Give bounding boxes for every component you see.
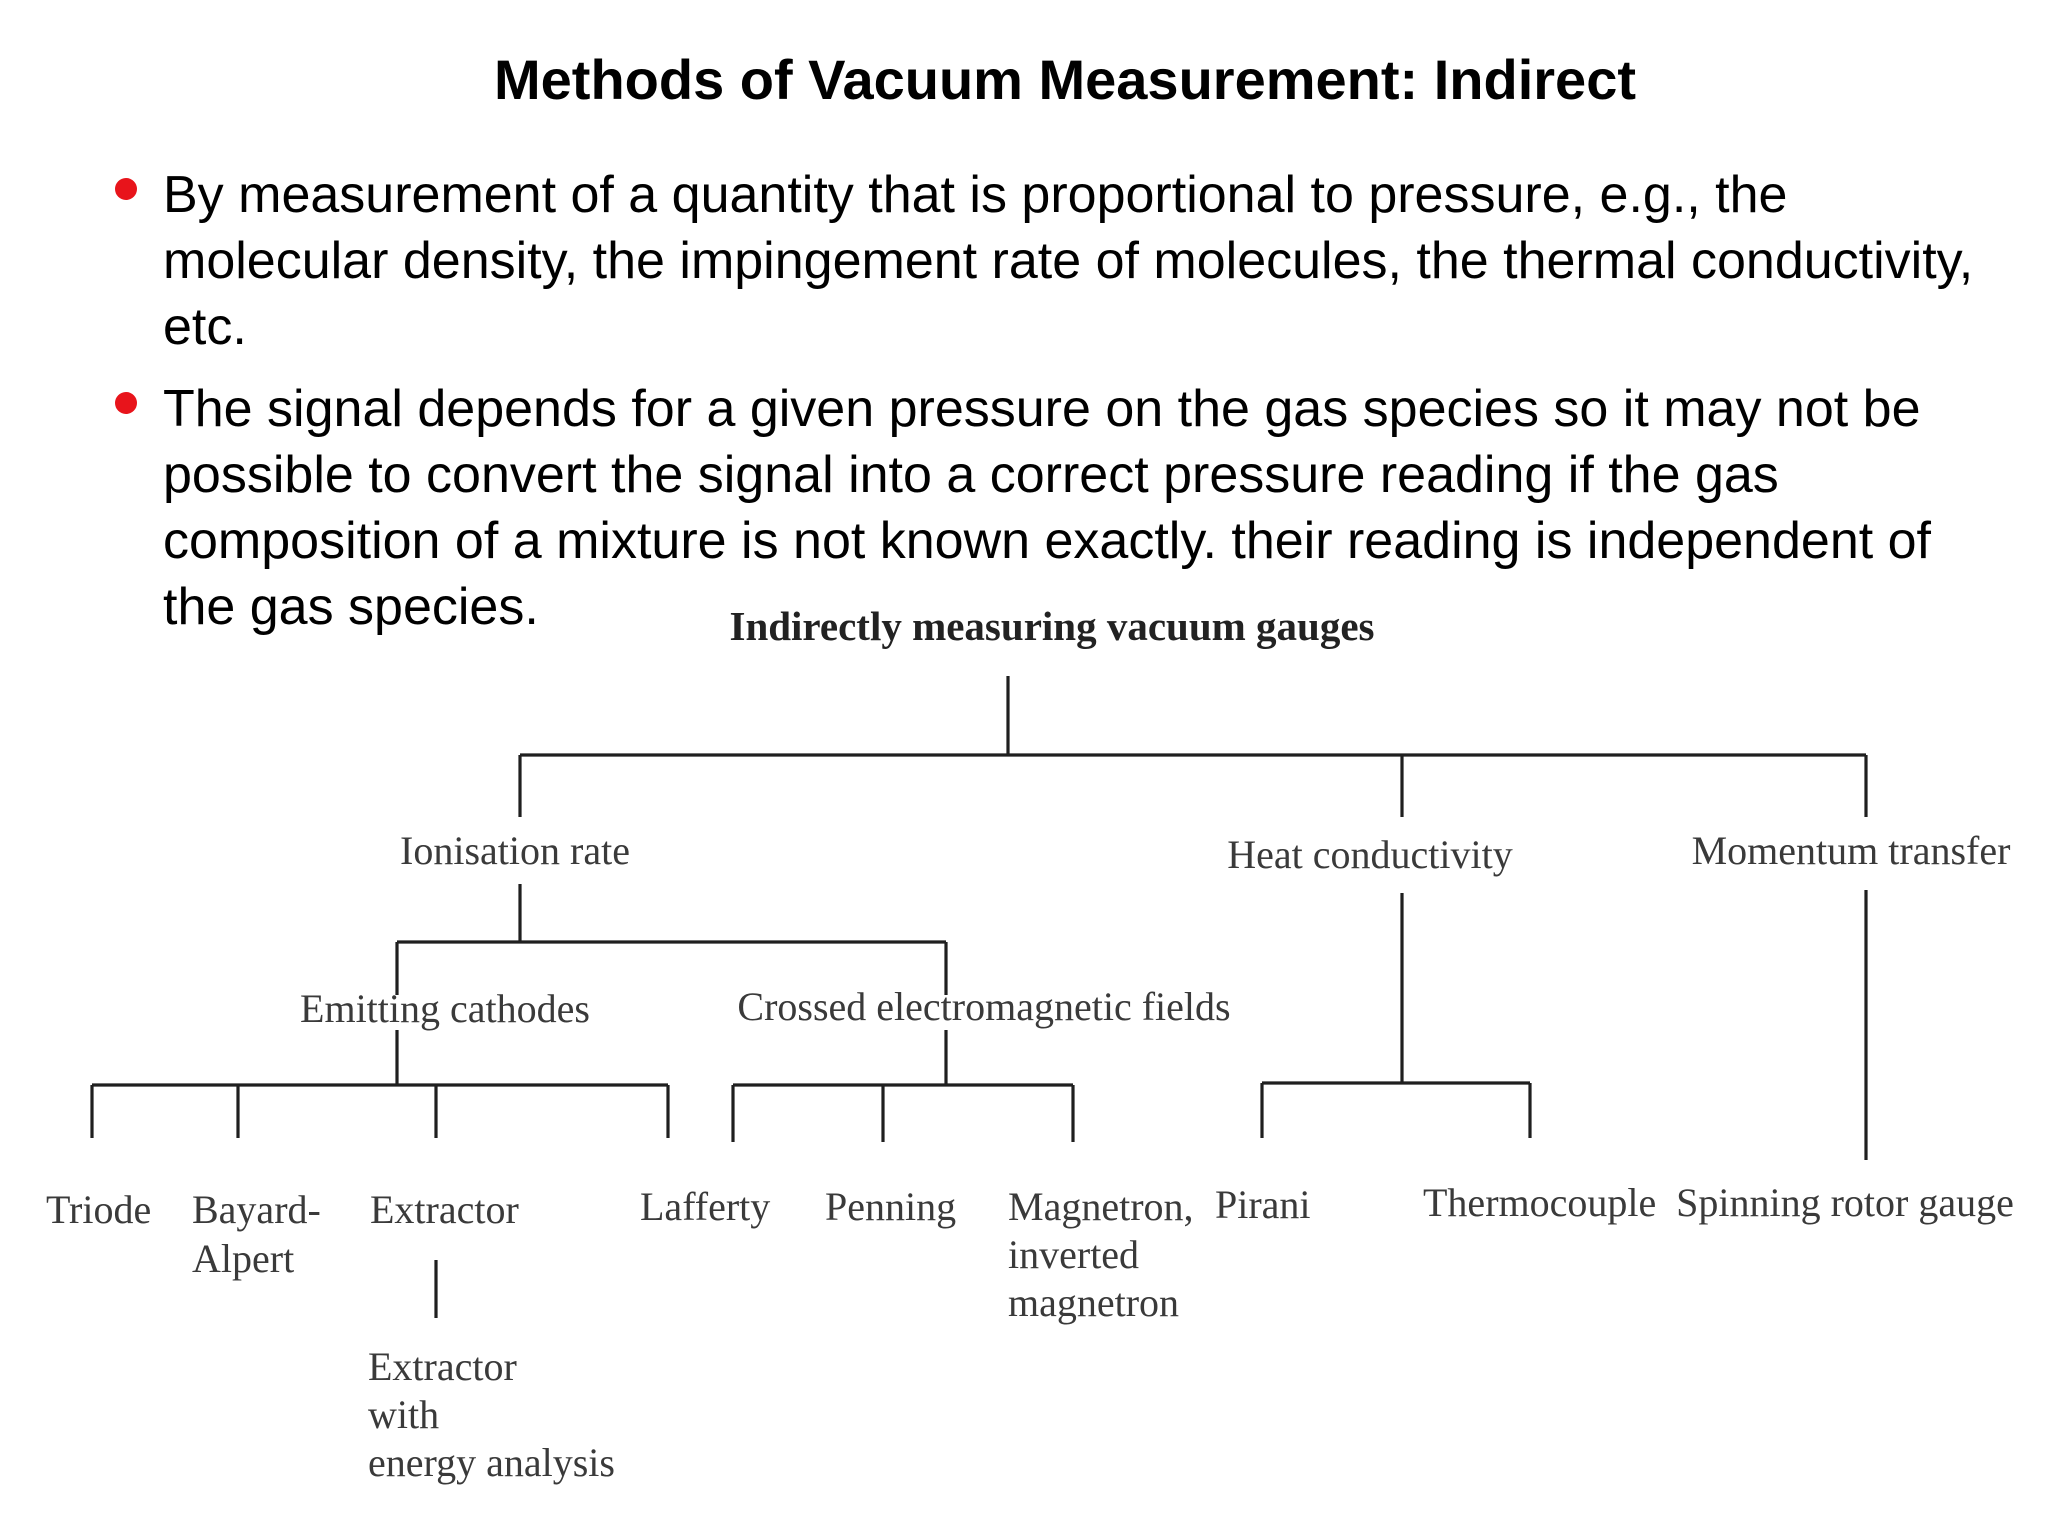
node-crossed-fields: Crossed electromagnetic fields bbox=[737, 984, 1231, 1029]
node-ionisation-rate: Ionisation rate bbox=[400, 828, 630, 873]
node-momentum-transfer: Momentum transfer bbox=[1691, 828, 2011, 873]
node-line: Bayard- bbox=[192, 1187, 321, 1232]
bullet-text: By measurement of a quantity that is proportional to pressure, e.g., the molecular density, the impingement rate of molecules, the thermal conductivity, etc. bbox=[163, 166, 1974, 356]
slide-title: Methods of Vacuum Measurement: Indirect bbox=[494, 48, 1636, 111]
node-extractor: Extractor bbox=[370, 1187, 519, 1232]
node-lafferty: Lafferty bbox=[640, 1184, 771, 1229]
node-extractor-energy bbox=[368, 1344, 615, 1485]
tree-nodes bbox=[46, 603, 2014, 1485]
node-penning: Penning bbox=[825, 1184, 957, 1229]
node-line: Alpert bbox=[192, 1236, 295, 1281]
node-magnetron bbox=[1008, 1184, 1204, 1325]
node-root: Indirectly measuring vacuum gauges bbox=[729, 603, 1375, 649]
node-triode: Triode bbox=[46, 1187, 152, 1232]
node-line: energy analysis bbox=[368, 1440, 615, 1485]
node-line: inverted bbox=[1008, 1232, 1140, 1277]
node-thermocouple: Thermocouple bbox=[1423, 1180, 1657, 1225]
node-pirani: Pirani bbox=[1215, 1182, 1311, 1227]
node-line: Magnetron, bbox=[1008, 1184, 1194, 1229]
node-bayard-alpert bbox=[192, 1187, 331, 1281]
node-line: Extractor bbox=[368, 1344, 517, 1389]
node-line: with bbox=[368, 1392, 440, 1437]
node-emitting-cathodes: Emitting cathodes bbox=[300, 986, 590, 1031]
node-heat-conductivity: Heat conductivity bbox=[1227, 832, 1513, 877]
bullet-text: The signal depends for a given pressure on the gas species so it may not be possible to convert the signal into a correct pressure reading if the gas composition of a mixture is not known exactly. their reading is independent of the gas species. bbox=[163, 380, 1931, 636]
node-spinning-rotor-gauge: Spinning rotor gauge bbox=[1676, 1180, 2014, 1225]
node-line: magnetron bbox=[1008, 1280, 1180, 1325]
